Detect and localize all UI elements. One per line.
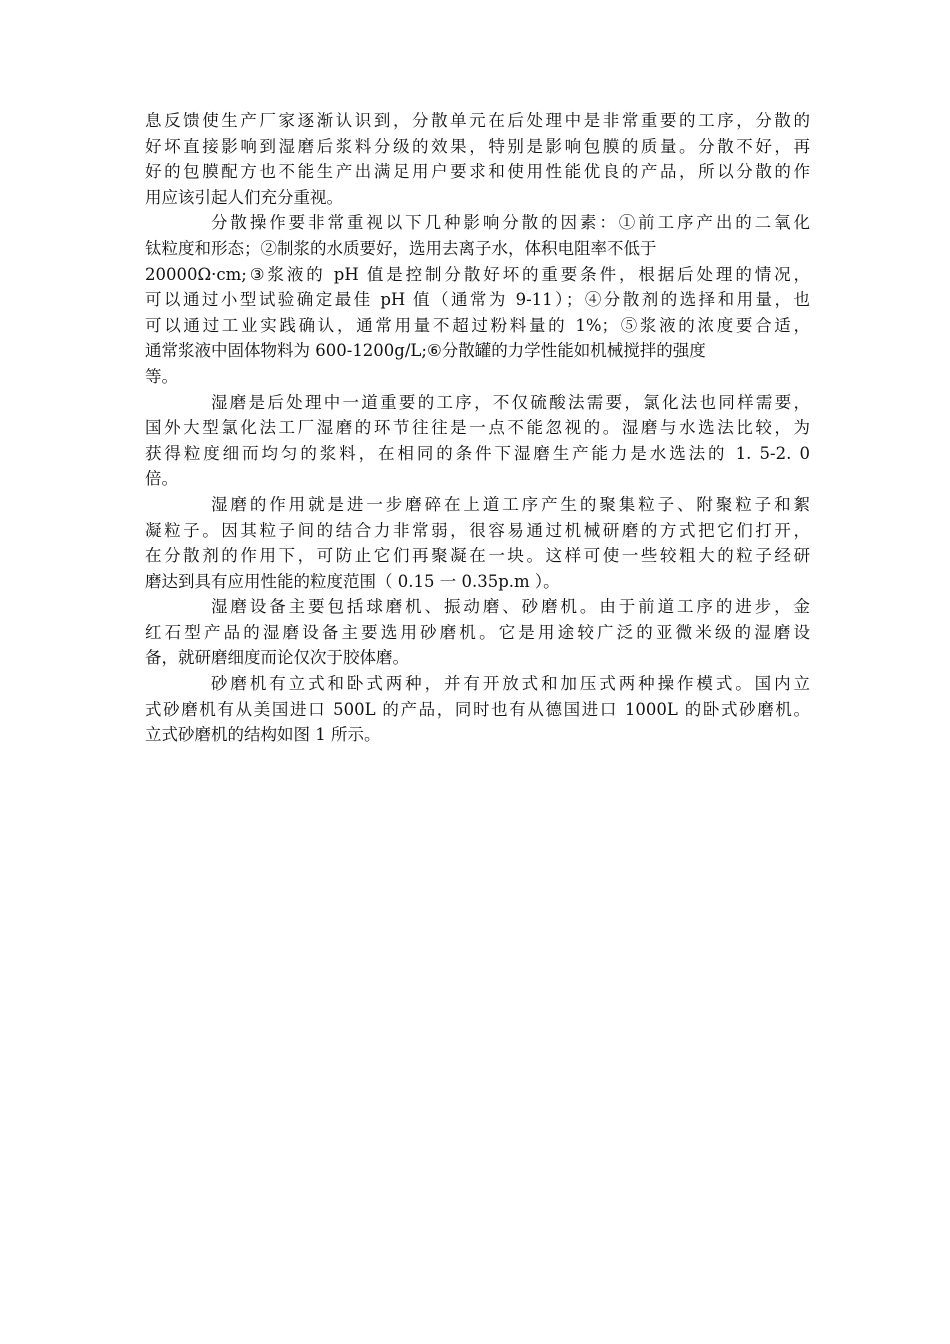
text-line: 可以通过工业实践确认，通常用量不超过粉料量的 1%；⑤浆液的浓度要合适， — [145, 315, 810, 335]
paragraph-3 — [145, 390, 810, 492]
text-line: 国外大型氯化法工厂湿磨的环节往往是一点不能忽视的。湿磨与水选法比较，为 — [145, 418, 810, 438]
text-line: 立式砂磨机的结构如图 1 所示。 — [145, 725, 381, 745]
paragraph-5 — [145, 594, 810, 671]
text-line: 用应该引起人们充分重视。 — [145, 187, 343, 207]
text-line: 好坏直接影响到湿磨后浆料分级的效果，特别是影响包膜的质量。分散不好，再 — [145, 136, 810, 156]
text-line: 息反馈使生产厂家逐渐认识到，分散单元在后处理中是非常重要的工序，分散的 — [145, 111, 810, 130]
paragraph-6 — [145, 671, 810, 748]
text-line: 凝粒子。因其粒子间的结合力非常弱，很容易通过机械研磨的方式把它们打开， — [145, 520, 810, 540]
text-line: 分散操作要非常重视以下几种影响分散的因素：①前工序产出的二氧化 — [211, 213, 810, 233]
paragraph-4 — [145, 492, 810, 594]
text-line: 20000Ω·cm;③浆液的 pH 值是控制分散好坏的重要条件，根据后处理的情况， — [145, 264, 810, 284]
document-body — [145, 108, 810, 748]
text-line: 湿磨的作用就是进一步磨碎在上道工序产生的聚集粒子、附聚粒子和絮 — [211, 494, 810, 514]
text-line: 湿磨是后处理中一道重要的工序，不仅硫酸法需要，氯化法也同样需要， — [211, 392, 810, 412]
text-line: 好的包膜配方也不能生产出满足用户要求和使用性能优良的产品，所以分散的作 — [145, 162, 810, 182]
text-line: 倍。 — [145, 469, 178, 489]
paragraph-1 — [145, 108, 810, 210]
text-line: 等。 — [145, 366, 178, 386]
text-line: 获得粒度细而均匀的浆料，在相同的条件下湿磨生产能力是水选法的 1. 5-2. 0 — [145, 443, 810, 463]
paragraph-2 — [145, 210, 810, 389]
text-line: 红石型产品的湿磨设备主要选用砂磨机。它是用途较广泛的亚微米级的湿磨设 — [145, 622, 810, 642]
text-line: 在分散剂的作用下，可防止它们再聚凝在一块。这样可使一些较粗大的粒子经研 — [145, 546, 810, 566]
text-line: 通常浆液中固体物料为 600-1200g/L;⑥分散罐的力学性能如机械搅拌的强度 — [145, 341, 706, 361]
text-line: 磨达到具有应用性能的粒度范围（ 0.15 一 0.35p.m ）。 — [145, 571, 560, 591]
text-line: 湿磨设备主要包括球磨机、振动磨、砂磨机。由于前道工序的进步，金 — [211, 597, 810, 617]
text-line: 砂磨机有立式和卧式两种，并有开放式和加压式两种操作模式。国内立 — [211, 674, 810, 694]
text-line: 可以通过小型试验确定最佳 pH 值（通常为 9-11）；④分散剂的选择和用量，也 — [145, 290, 810, 310]
text-line: 式砂磨机有从美国进口 500L 的产品，同时也有从德国进口 1000L 的卧式砂磨机。 — [145, 699, 810, 719]
text-line: 钛粒度和形态；②制浆的水质要好，选用去离子水，体积电阻率不低于 — [145, 238, 657, 258]
text-line: 备，就研磨细度而论仅次于胶体磨。 — [145, 648, 409, 668]
